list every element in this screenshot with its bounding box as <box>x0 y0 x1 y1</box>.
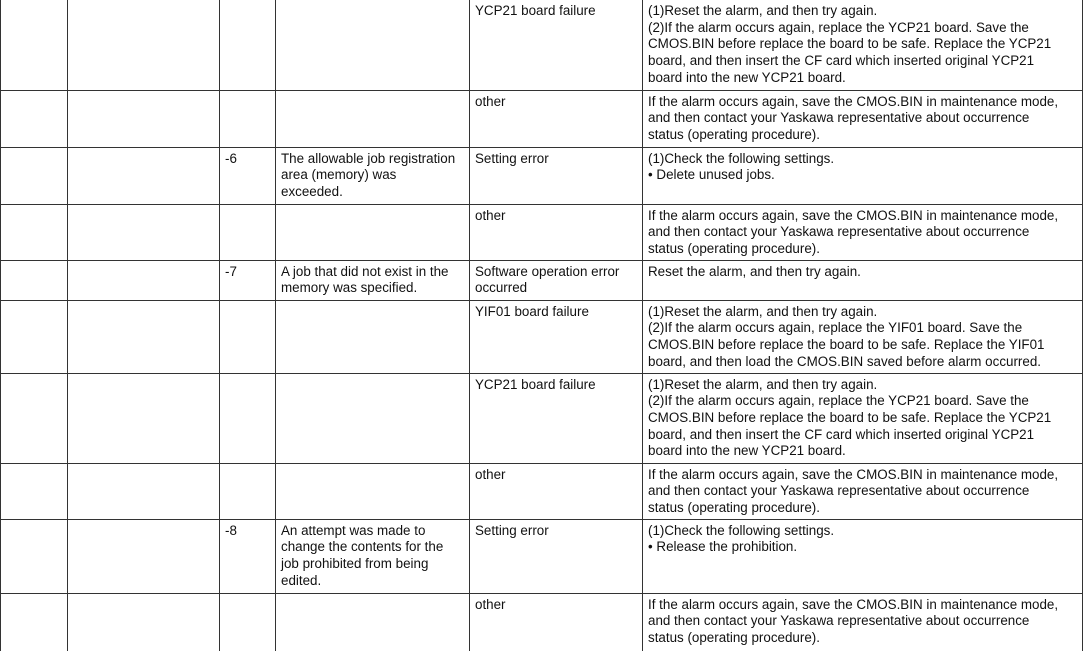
remedy-cell <box>643 463 1083 519</box>
remedy-line: CMOS.BIN before replace the board to be safe. Replace the YCP21 <box>648 36 1052 52</box>
remedy-line: CMOS.BIN before replace the board to be safe. Replace the YIF01 <box>648 336 1045 352</box>
cause-cell <box>470 519 643 593</box>
remedy-line: status (operating procedure). <box>648 126 820 142</box>
meaning-cell <box>276 90 470 147</box>
alarm-code-cell <box>1 593 68 651</box>
meaning-line: A job that did not exist in the <box>281 263 449 279</box>
meaning-cell <box>276 519 470 593</box>
sub-code-cell: -6 <box>220 147 276 204</box>
cause-cell <box>470 593 643 651</box>
cause-cell <box>470 373 643 463</box>
alarm-code-cell <box>1 519 68 593</box>
cause-line: other <box>475 466 506 482</box>
alarm-name-cell <box>68 147 220 204</box>
remedy-cell <box>643 519 1083 593</box>
cause-line: other <box>475 207 506 223</box>
sub-code-cell <box>220 0 276 90</box>
meaning-line: exceeded. <box>281 183 343 199</box>
remedy-line: board, and then insert the CF card which inserted original YCP21 <box>648 426 1035 442</box>
remedy-line: (1)Check the following settings. <box>648 150 835 166</box>
table-row <box>1 373 1083 463</box>
cause-line: occurred <box>475 280 528 296</box>
remedy-cell <box>643 373 1083 463</box>
cause-line: YCP21 board failure <box>475 3 596 18</box>
remedy-line: and then contact your Yaskawa representative about occurrence <box>648 613 1030 629</box>
cause-cell <box>470 300 643 373</box>
alarm-code-cell <box>1 373 68 463</box>
remedy-line: (1)Check the following settings. <box>648 522 835 538</box>
meaning-line: change the contents for the <box>281 539 444 555</box>
cause-line: Software operation error <box>475 263 620 279</box>
remedy-cell <box>643 90 1083 147</box>
cause-cell <box>470 147 643 204</box>
remedy-cell <box>643 300 1083 373</box>
remedy-line: If the alarm occurs again, save the CMOS.BIN in maintenance mode, <box>648 207 1059 223</box>
meaning-cell <box>276 300 470 373</box>
alarm-code-cell <box>1 260 68 300</box>
cause-line: other <box>475 93 506 109</box>
table-row <box>1 593 1083 651</box>
remedy-line: (2)If the alarm occurs again, replace the YIF01 board. Save the <box>648 320 1023 336</box>
cause-line: YIF01 board failure <box>475 303 589 319</box>
remedy-line: (1)Reset the alarm, and then try again. <box>648 303 878 319</box>
meaning-cell <box>276 0 470 90</box>
alarm-name-cell <box>68 300 220 373</box>
alarm-code-cell <box>1 90 68 147</box>
cause-cell <box>470 260 643 300</box>
sub-code-cell: -7 <box>220 260 276 300</box>
sub-code-cell <box>220 593 276 651</box>
cause-cell <box>470 463 643 519</box>
remedy-line: (1)Reset the alarm, and then try again. <box>648 376 878 392</box>
alarm-name-cell <box>68 519 220 593</box>
table-row <box>1 300 1083 373</box>
table-row <box>1 147 1083 204</box>
table-row <box>1 90 1083 147</box>
table-row <box>1 519 1083 593</box>
sub-code-cell <box>220 204 276 260</box>
table-row <box>1 204 1083 260</box>
alarm-name-cell <box>68 0 220 90</box>
remedy-cell <box>643 0 1083 90</box>
remedy-line: board into the new YCP21 board. <box>648 69 846 85</box>
remedy-line: and then contact your Yaskawa representative about occurrence <box>648 110 1030 126</box>
table-row <box>1 260 1083 300</box>
remedy-cell <box>643 204 1083 260</box>
alarm-name-cell <box>68 373 220 463</box>
cause-cell <box>470 0 643 90</box>
alarm-name-cell <box>68 204 220 260</box>
table-row <box>1 463 1083 519</box>
remedy-line: status (operating procedure). <box>648 240 820 256</box>
cause-cell <box>470 204 643 260</box>
alarm-code-cell <box>1 204 68 260</box>
sub-code-cell <box>220 90 276 147</box>
alarm-code-cell <box>1 147 68 204</box>
remedy-line: If the alarm occurs again, save the CMOS.BIN in maintenance mode, <box>648 466 1059 482</box>
cause-cell <box>470 90 643 147</box>
meaning-cell <box>276 204 470 260</box>
cause-line: Setting error <box>475 150 549 166</box>
meaning-cell <box>276 593 470 651</box>
remedy-line: status (operating procedure). <box>648 499 820 515</box>
alarm-name-cell <box>68 463 220 519</box>
remedy-line: CMOS.BIN before replace the board to be safe. Replace the YCP21 <box>648 409 1052 425</box>
alarm-code-cell <box>1 0 68 90</box>
meaning-line: edited. <box>281 572 322 588</box>
alarm-name-cell <box>68 90 220 147</box>
remedy-line: Reset the alarm, and then try again. <box>648 263 861 279</box>
remedy-line: (2)If the alarm occurs again, replace the YCP21 board. Save the <box>648 393 1029 409</box>
alarm-name-cell <box>68 593 220 651</box>
remedy-line: status (operating procedure). <box>648 629 820 645</box>
remedy-line: • Release the prohibition. <box>648 539 798 555</box>
cause-line: YCP21 board failure <box>475 376 596 392</box>
meaning-line: memory was specified. <box>281 280 418 296</box>
meaning-cell <box>276 147 470 204</box>
meaning-line: An attempt was made to <box>281 522 426 538</box>
alarm-code-cell <box>1 300 68 373</box>
meaning-line: job prohibited from being <box>281 555 429 571</box>
remedy-line: board, and then load the CMOS.BIN saved before alarm occurred. <box>648 353 1042 369</box>
alarm-table-body <box>1 0 1083 651</box>
remedy-line: If the alarm occurs again, save the CMOS.BIN in maintenance mode, <box>648 93 1059 109</box>
sub-code-cell <box>220 300 276 373</box>
remedy-line: (1)Reset the alarm, and then try again. <box>648 3 878 18</box>
remedy-line: and then contact your Yaskawa representative about occurrence <box>648 483 1030 499</box>
remedy-line: If the alarm occurs again, save the CMOS.BIN in maintenance mode, <box>648 596 1059 612</box>
remedy-cell <box>643 593 1083 651</box>
remedy-cell <box>643 147 1083 204</box>
meaning-line: area (memory) was <box>281 167 397 183</box>
cause-line: Setting error <box>475 522 549 538</box>
meaning-cell <box>276 260 470 300</box>
remedy-line: • Delete unused jobs. <box>648 167 775 183</box>
cause-line: other <box>475 596 506 612</box>
remedy-cell <box>643 260 1083 300</box>
meaning-line: The allowable job registration <box>281 150 456 166</box>
sub-code-cell <box>220 463 276 519</box>
meaning-cell <box>276 463 470 519</box>
sub-code-cell: -8 <box>220 519 276 593</box>
alarm-code-cell <box>1 463 68 519</box>
remedy-line: board into the new YCP21 board. <box>648 443 846 459</box>
sub-code-cell <box>220 373 276 463</box>
alarm-name-cell <box>68 260 220 300</box>
table-row <box>1 0 1083 90</box>
remedy-line: board, and then insert the CF card which inserted original YCP21 <box>648 53 1035 69</box>
remedy-line: (2)If the alarm occurs again, replace the YCP21 board. Save the <box>648 19 1029 35</box>
meaning-cell <box>276 373 470 463</box>
remedy-line: and then contact your Yaskawa representative about occurrence <box>648 224 1030 240</box>
